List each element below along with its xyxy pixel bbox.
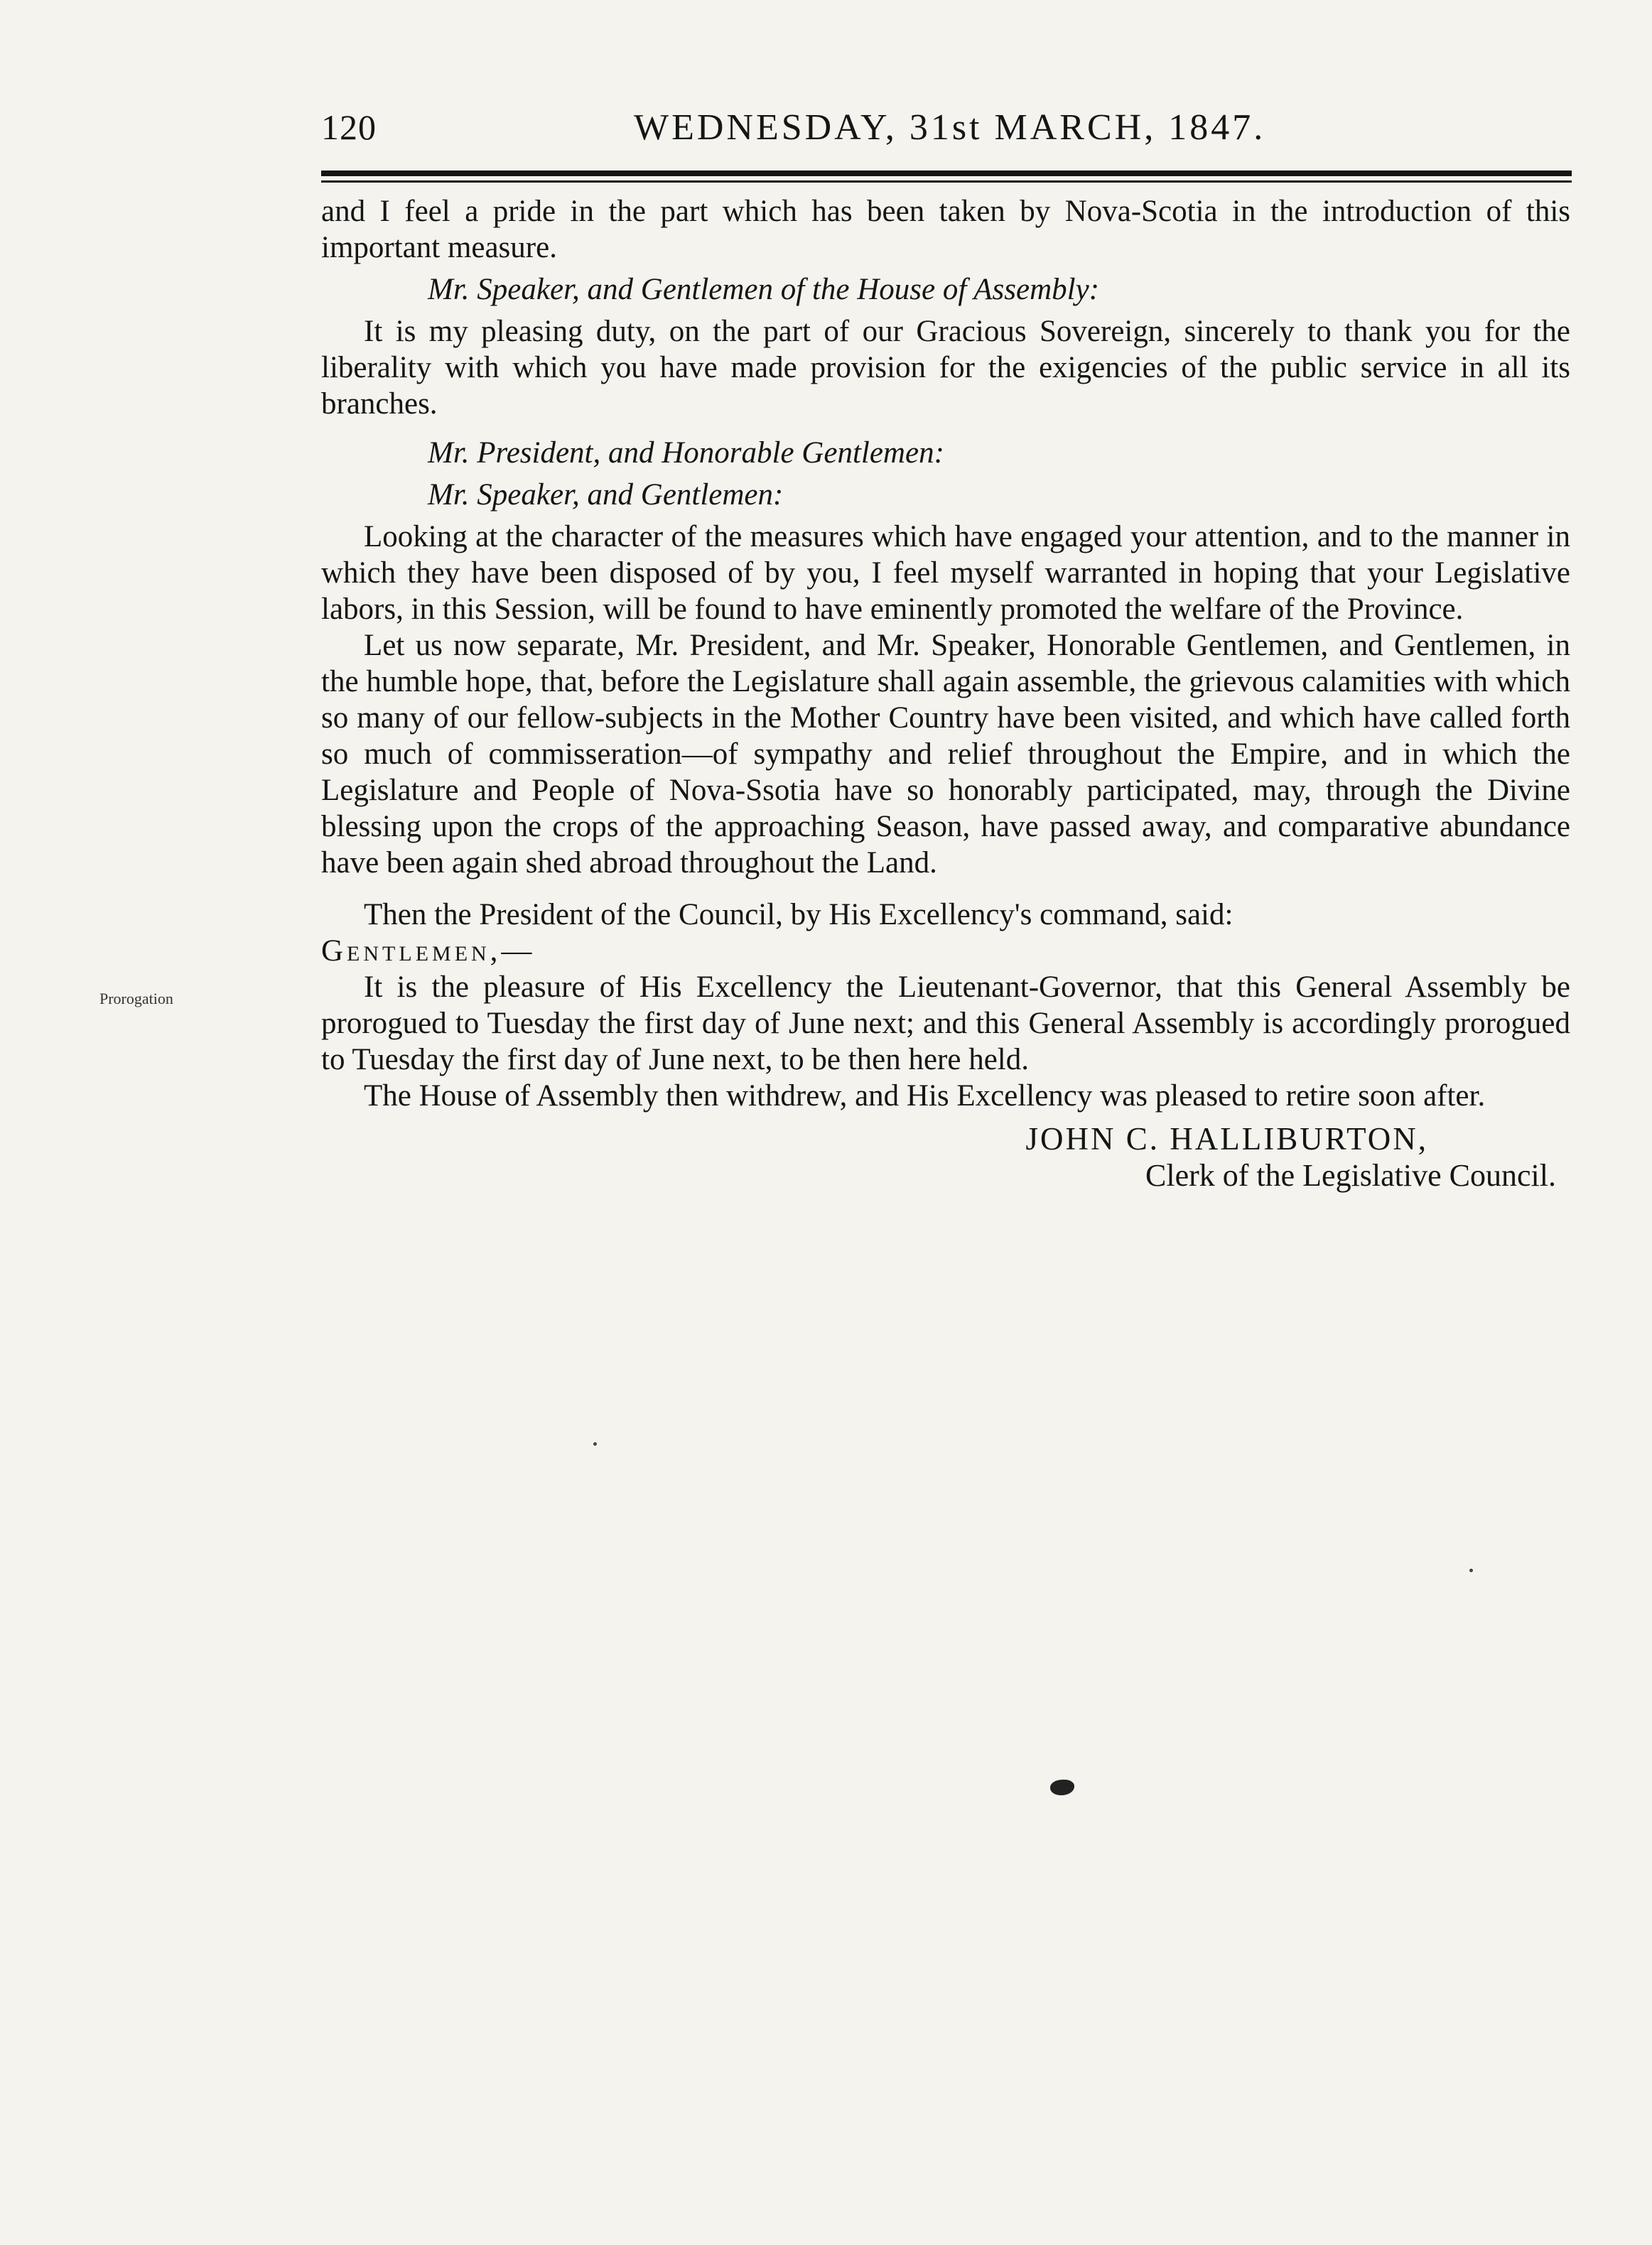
paragraph: It is the pleasure of His Excellency the Lieutenant-Governor, that this General Assembly be prorogued to Tuesday the first day of June next; and this General Assembly is accordingly prorogued to Tuesday the first day of June next, to be then here held.: [321, 970, 1570, 1076]
paragraph: Looking at the character of the measures which have engaged your attention, and to the manner in which they have been disposed of by you, I feel myself warranted in hoping that your Legislative labors, in this Session, will be found to have eminently promoted the welfare of the Province.: [321, 520, 1570, 626]
header-rule-thin: [321, 180, 1572, 183]
paragraph: It is my pleasing duty, on the part of our Gracious Sovereign, sincerely to thank you for the liberality with which you have made provision for the exigencies of the public service in all its branches.: [321, 315, 1570, 421]
ink-smudge: [1050, 1780, 1074, 1795]
page-number: 120: [321, 107, 377, 147]
margin-note-prorogation: Prorogation: [99, 990, 173, 1007]
body-text: [321, 193, 1570, 1194]
paragraph: The House of Assembly then withdrew, and His Excellency was pleased to retire soon after.: [364, 1079, 1486, 1113]
ink-speck: [1469, 1569, 1473, 1572]
running-title: WEDNESDAY, 31st MARCH, 1847.: [634, 107, 1266, 148]
paragraph: and I feel a pride in the part which has been taken by Nova-Scotia in the introduction of this important measure.: [321, 195, 1570, 264]
salutation: Gentlemen,—: [321, 934, 536, 968]
address-speaker: Mr. Speaker, and Gentlemen:: [428, 478, 784, 512]
ink-speck: [593, 1442, 597, 1446]
address-president: Mr. President, and Honorable Gentlemen:: [428, 436, 944, 470]
signature-name: JOHN C. HALLIBURTON,: [1025, 1121, 1428, 1157]
paragraph: Let us now separate, Mr. President, and Mr. Speaker, Honorable Gentlemen, and Gentlemen, in the humble hope, that, before the Legislature shall again assemble, the grievous calamities with which so many of our fellow-subjects in the Mother Country have been visited, and which have called forth so much of commisseration—of sympathy and relief throughout the Empire, and in which the Legislature and People of Nova-Ssotia have so honorably participated, may, through the Divine blessing upon the crops of the approaching Season, have passed away, and comparative abundance have been again shed abroad throughout the Land.: [321, 629, 1570, 880]
header-rule-thick: [321, 171, 1572, 176]
page-header: [321, 107, 1572, 156]
address-speaker-assembly: Mr. Speaker, and Gentlemen of the House of Assembly:: [428, 273, 1100, 306]
signature-title: Clerk of the Legislative Council.: [1145, 1158, 1556, 1193]
paragraph: Then the President of the Council, by His Excellency's command, said:: [364, 898, 1233, 931]
